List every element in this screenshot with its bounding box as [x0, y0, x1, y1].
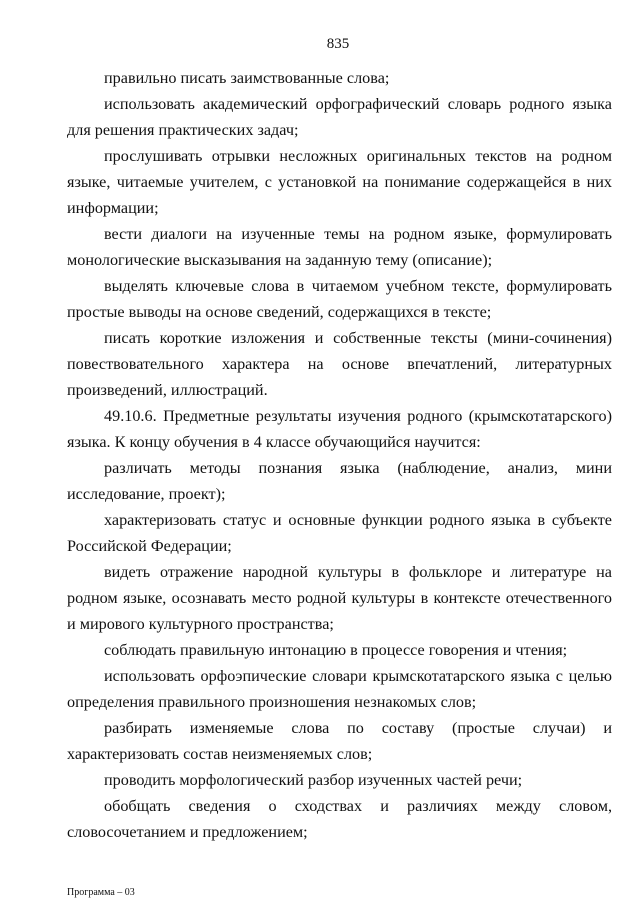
paragraph: использовать академический орфографический словарь родного языка для решения практических задач; — [67, 95, 612, 139]
page-number: 835 — [326, 36, 350, 52]
paragraph: вести диалоги на изученные темы на родном языке, формулировать монологические высказывания на заданную тему (описание); — [67, 225, 612, 269]
paragraph: использовать орфоэпические словари крымскотатарского языка с целью определения правильного произношения незнакомых слов; — [67, 667, 612, 711]
paragraph: выделять ключевые слова в читаемом учебном тексте, формулировать простые выводы на основе сведений, содержащихся в тексте; — [67, 277, 612, 321]
section-heading-paragraph: 49.10.6. Предметные результаты изучения родного (крымскотатарского) языка. К концу обучения в 4 классе обучающийся научится: — [67, 407, 612, 451]
paragraph: правильно писать заимствованные слова; — [104, 69, 390, 87]
paragraph: писать короткие изложения и собственные тексты (мини-сочинения) повествовательного характера на основе впечатлений, литературных произведений, иллюстраций. — [67, 329, 612, 399]
paragraph: проводить морфологический разбор изученных частей речи; — [104, 771, 523, 789]
page-footer: Программа – 03 — [67, 887, 135, 898]
paragraph: видеть отражение народной культуры в фольклоре и литературе на родном языке, осознавать место родной культуры в контексте отечественного и мирового культурного пространства; — [67, 563, 612, 633]
paragraph: прослушивать отрывки несложных оригинальных текстов на родном языке, читаемые учителем, с установкой на понимание содержащейся в них информации; — [67, 147, 612, 217]
paragraph: характеризовать статус и основные функции родного языка в субъекте Российской Федерации; — [67, 511, 612, 555]
paragraph: соблюдать правильную интонацию в процессе говорения и чтения; — [104, 641, 568, 659]
document-body — [67, 65, 612, 845]
paragraph: разбирать изменяемые слова по составу (простые случаи) и характеризовать состав неизменяемых слов; — [67, 719, 612, 763]
paragraph: различать методы познания языка (наблюдение, анализ, мини исследование, проект); — [67, 459, 612, 503]
paragraph: обобщать сведения о сходствах и различиях между словом, словосочетанием и предложением; — [67, 797, 612, 841]
